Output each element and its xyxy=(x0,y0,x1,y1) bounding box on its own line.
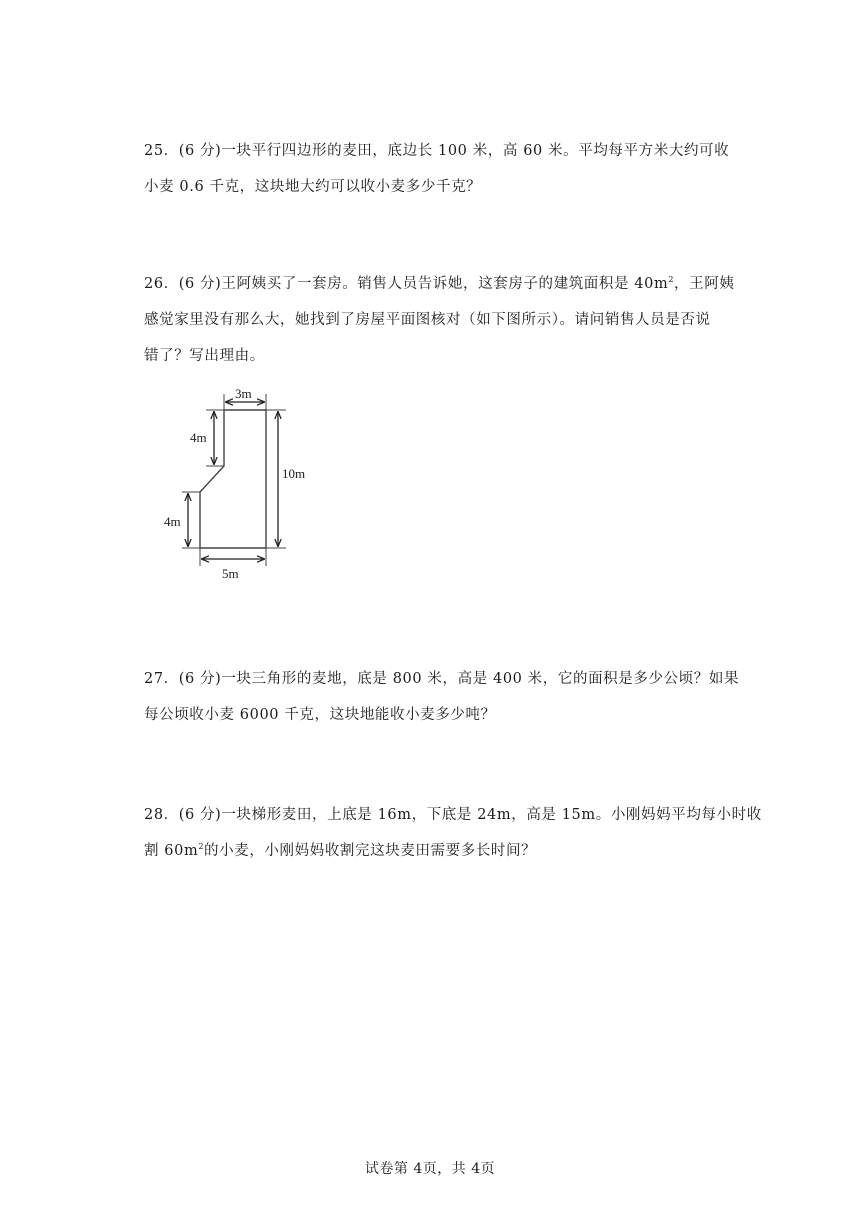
question-26-line-2: 感觉家里没有那么大，她找到了房屋平面图核对（如下图所示）。请问销售人员是否说 xyxy=(144,312,711,328)
floor-plan-outline xyxy=(200,410,266,548)
label-right: 10m xyxy=(282,466,306,481)
question-27-line-1: 27．(6 分)一块三角形的麦地，底是 800 米，高是 400 米，它的面积是多少公顷？如果 xyxy=(144,671,740,687)
question-26-line-1-a: 26．(6 分)王阿姨买了一套房。销售人员告诉她，这套房子的建筑面积是 40m xyxy=(144,276,669,292)
floor-plan-figure xyxy=(160,380,310,585)
question-28-line-2-b: 的小麦，小刚妈妈收割完这块麦田需要多长时间？ xyxy=(204,843,537,859)
label-left-upper: 4m xyxy=(190,430,207,445)
question-27-line-2: 每公顷收小麦 6000 千克，这块地能收小麦多少吨？ xyxy=(144,707,496,723)
question-26-line-3: 错了？写出理由。 xyxy=(144,348,265,364)
question-26-line-1-b: ，王阿姨 xyxy=(674,276,735,292)
question-25 xyxy=(144,133,734,205)
page-footer: 试卷第 4页，共 4页 xyxy=(364,1161,496,1177)
label-bottom: 5m xyxy=(222,566,239,581)
question-27 xyxy=(144,661,740,733)
question-28-line-2-a: 割 60m xyxy=(144,843,199,859)
question-28-line-2 xyxy=(144,833,734,869)
question-28-line-1: 28．(6 分)一块梯形麦田，上底是 16m，下底是 24m，高是 15m。小刚妈妈平均每小时收 xyxy=(144,807,762,823)
label-top: 3m xyxy=(235,386,252,401)
squared-superscript: 2 xyxy=(198,842,205,851)
question-26 xyxy=(144,266,734,374)
question-25-line-1: 25．(6 分)一块平行四边形的麦田，底边长 100 米，高 60 米。平均每平方米大约可收 xyxy=(144,143,730,159)
label-left-lower: 4m xyxy=(164,514,181,529)
squared-superscript: 2 xyxy=(668,275,675,284)
question-26-line-1 xyxy=(144,266,734,302)
question-25-line-2: 小麦 0.6 千克，这块地大约可以收小麦多少千克？ xyxy=(144,179,482,195)
question-28 xyxy=(144,797,762,869)
